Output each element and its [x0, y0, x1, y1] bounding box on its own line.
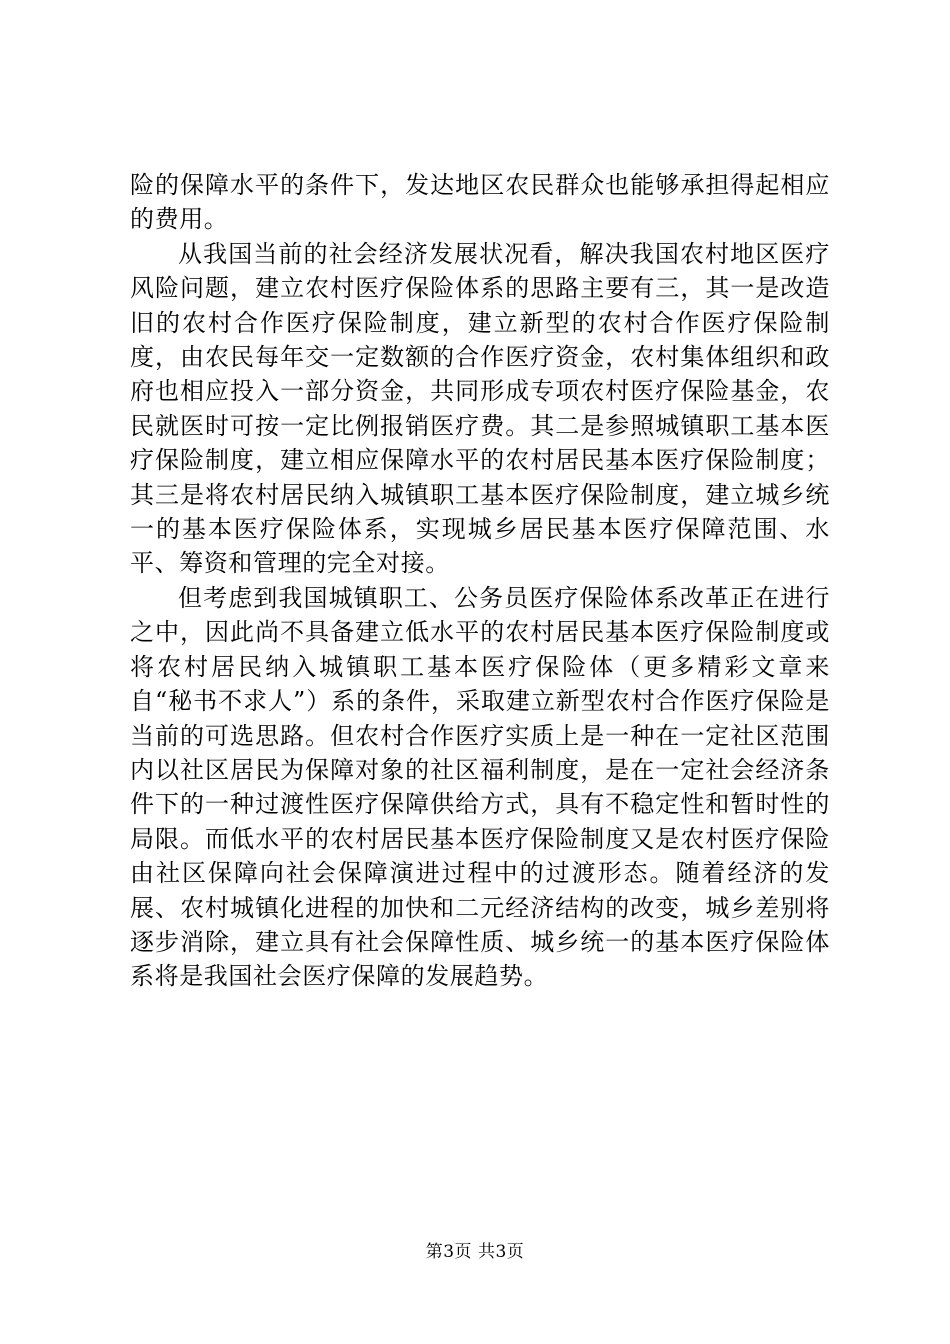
paragraph-2: 从我国当前的社会经济发展状况看，解决我国农村地区医疗风险问题，建立农村医疗保险体系的思路主要有三，其一是改造旧的农村合作医疗保险制度，建立新型的农村合作医疗保险制度，由农民每年交一定数额的合作医疗资金，农村集体组织和政府也相应投入一部分资金，共同形成专项农村医疗保险基金，农民就医时可按一定比例报销医疗费。其二是参照城镇职工基本医疗保险制度，建立相应保障水平的农村居民基本医疗保险制度；其三是将农村居民纳入城镇职工基本医疗保险制度，建立城乡统一的基本医疗保险体系，实现城乡居民基本医疗保障范围、水平、筹资和管理的完全对接。: [130, 239, 830, 578]
body-text: [130, 168, 830, 994]
page-footer: 第3页 共3页: [425, 1242, 525, 1262]
paragraph-3: 但考虑到我国城镇职工、公务员医疗保险体系改革正在进行之中，因此尚不具备建立低水平的农村居民基本医疗保险制度或将农村居民纳入城镇职工基本医疗保险体（更多精彩文章来自“秘书不求人”）系的条件，采取建立新型农村合作医疗保险是当前的可选思路。但农村合作医疗实质上是一种在一定社区范围内以社区居民为保障对象的社区福利制度，是在一定社会经济条件下的一种过渡性医疗保障供给方式，具有不稳定性和暂时性的局限。而低水平的农村居民基本医疗保险制度又是农村医疗保险由社区保障向社会保障演进过程中的过渡形态。随着经济的发展、农村城镇化进程的加快和二元经济结构的改变，城乡差别将逐步消除，建立具有社会保障性质、城乡统一的基本医疗保险体系将是我国社会医疗保障的发展趋势。: [130, 583, 830, 991]
paragraph-1: 险的保障水平的条件下，发达地区农民群众也能够承担得起相应的费用。: [130, 171, 830, 234]
